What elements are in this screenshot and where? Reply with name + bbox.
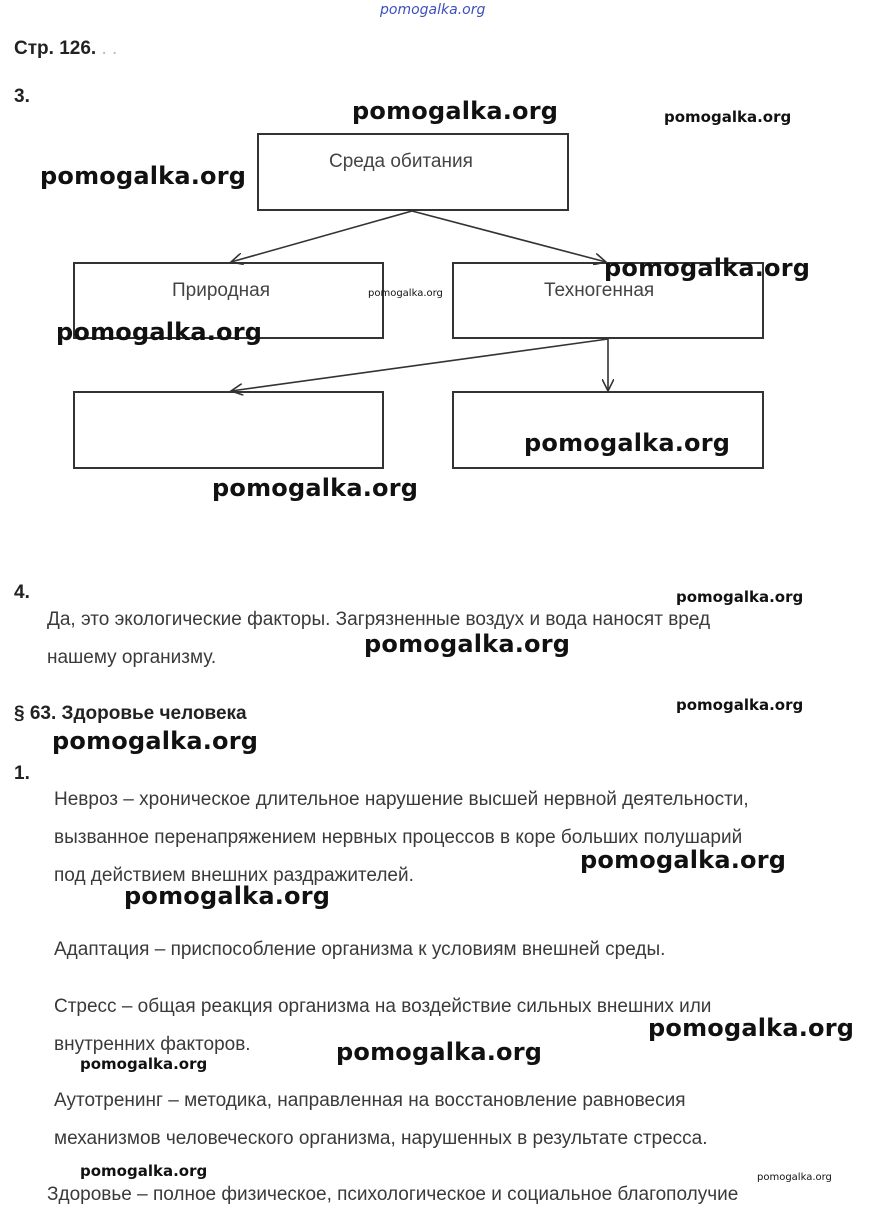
- section-title: § 63. Здоровье человека: [14, 703, 247, 724]
- diagram-arrows: [0, 0, 875, 500]
- header-dots: . .: [101, 38, 118, 59]
- watermark: pomogalka.org: [40, 162, 247, 190]
- watermark: pomogalka.org: [604, 254, 811, 282]
- watermark: pomogalka.org: [648, 1014, 855, 1042]
- watermark: pomogalka.org: [52, 727, 259, 755]
- task-1-number: 1.: [14, 763, 30, 784]
- definition-line: Стресс – общая реакция организма на воздействие сильных внешних или: [54, 996, 712, 1017]
- task-4-line: нашему организму.: [47, 647, 217, 668]
- definition-adaptation: [54, 931, 665, 969]
- watermark: pomogalka.org: [80, 1162, 208, 1180]
- arrow-root-to-technogenic: [412, 211, 606, 262]
- definition-line: Невроз – хроническое длительное нарушение высшей нервной деятельности,: [54, 789, 749, 810]
- watermark: pomogalka.org: [124, 882, 331, 910]
- arrow-root-to-natural: [231, 211, 412, 262]
- arrow-technogenic-to-left: [231, 339, 608, 391]
- definition-neurosis: [54, 781, 749, 895]
- diagram-label-natural: Природная: [172, 280, 270, 301]
- definition-line: механизмов человеческого организма, нарушенных в результате стресса.: [54, 1128, 708, 1149]
- watermark: pomogalka.org: [212, 474, 419, 502]
- watermark: pomogalka.org: [757, 1172, 832, 1183]
- definition-autotraining: [54, 1082, 708, 1158]
- watermark: pomogalka.org: [676, 696, 804, 714]
- definition-health: [47, 1176, 738, 1214]
- watermark: pomogalka.org: [364, 630, 571, 658]
- diagram-label-technogenic: Техногенная: [544, 280, 655, 301]
- definition-line: Аутотренинг – методика, направленная на восстановление равновесия: [54, 1090, 686, 1111]
- task-4-line: Да, это экологические факторы. Загрязненные воздух и вода наносят вред: [47, 609, 711, 630]
- watermark: pomogalka.org: [368, 288, 443, 299]
- watermark: pomogalka.org: [56, 318, 263, 346]
- watermark: pomogalka.org: [664, 108, 792, 126]
- definition-line: Адаптация – приспособление организма к условиям внешней среды.: [54, 939, 666, 960]
- task-3-number: 3.: [14, 86, 30, 107]
- diagram-label-root: Среда обитания: [329, 151, 473, 172]
- task-4-number: 4.: [14, 582, 30, 603]
- page-header-label: Стр. 126.: [14, 38, 97, 59]
- watermark: pomogalka.org: [676, 588, 804, 606]
- watermark: pomogalka.org: [336, 1038, 543, 1066]
- watermark: pomogalka.org: [580, 846, 787, 874]
- definition-line: Здоровье – полное физическое, психологическое и социальное благополучие: [47, 1184, 739, 1205]
- watermark: pomogalka.org: [524, 429, 731, 457]
- watermark: pomogalka.org: [80, 1055, 208, 1073]
- watermark: pomogalka.org: [352, 97, 559, 125]
- definition-line: вызванное перенапряжением нервных процессов в коре больших полушарий: [54, 827, 743, 848]
- definition-line: под действием внешних раздражителей.: [54, 865, 414, 886]
- top-watermark: pomogalka.org: [380, 2, 486, 18]
- definition-line: внутренних факторов.: [54, 1034, 251, 1055]
